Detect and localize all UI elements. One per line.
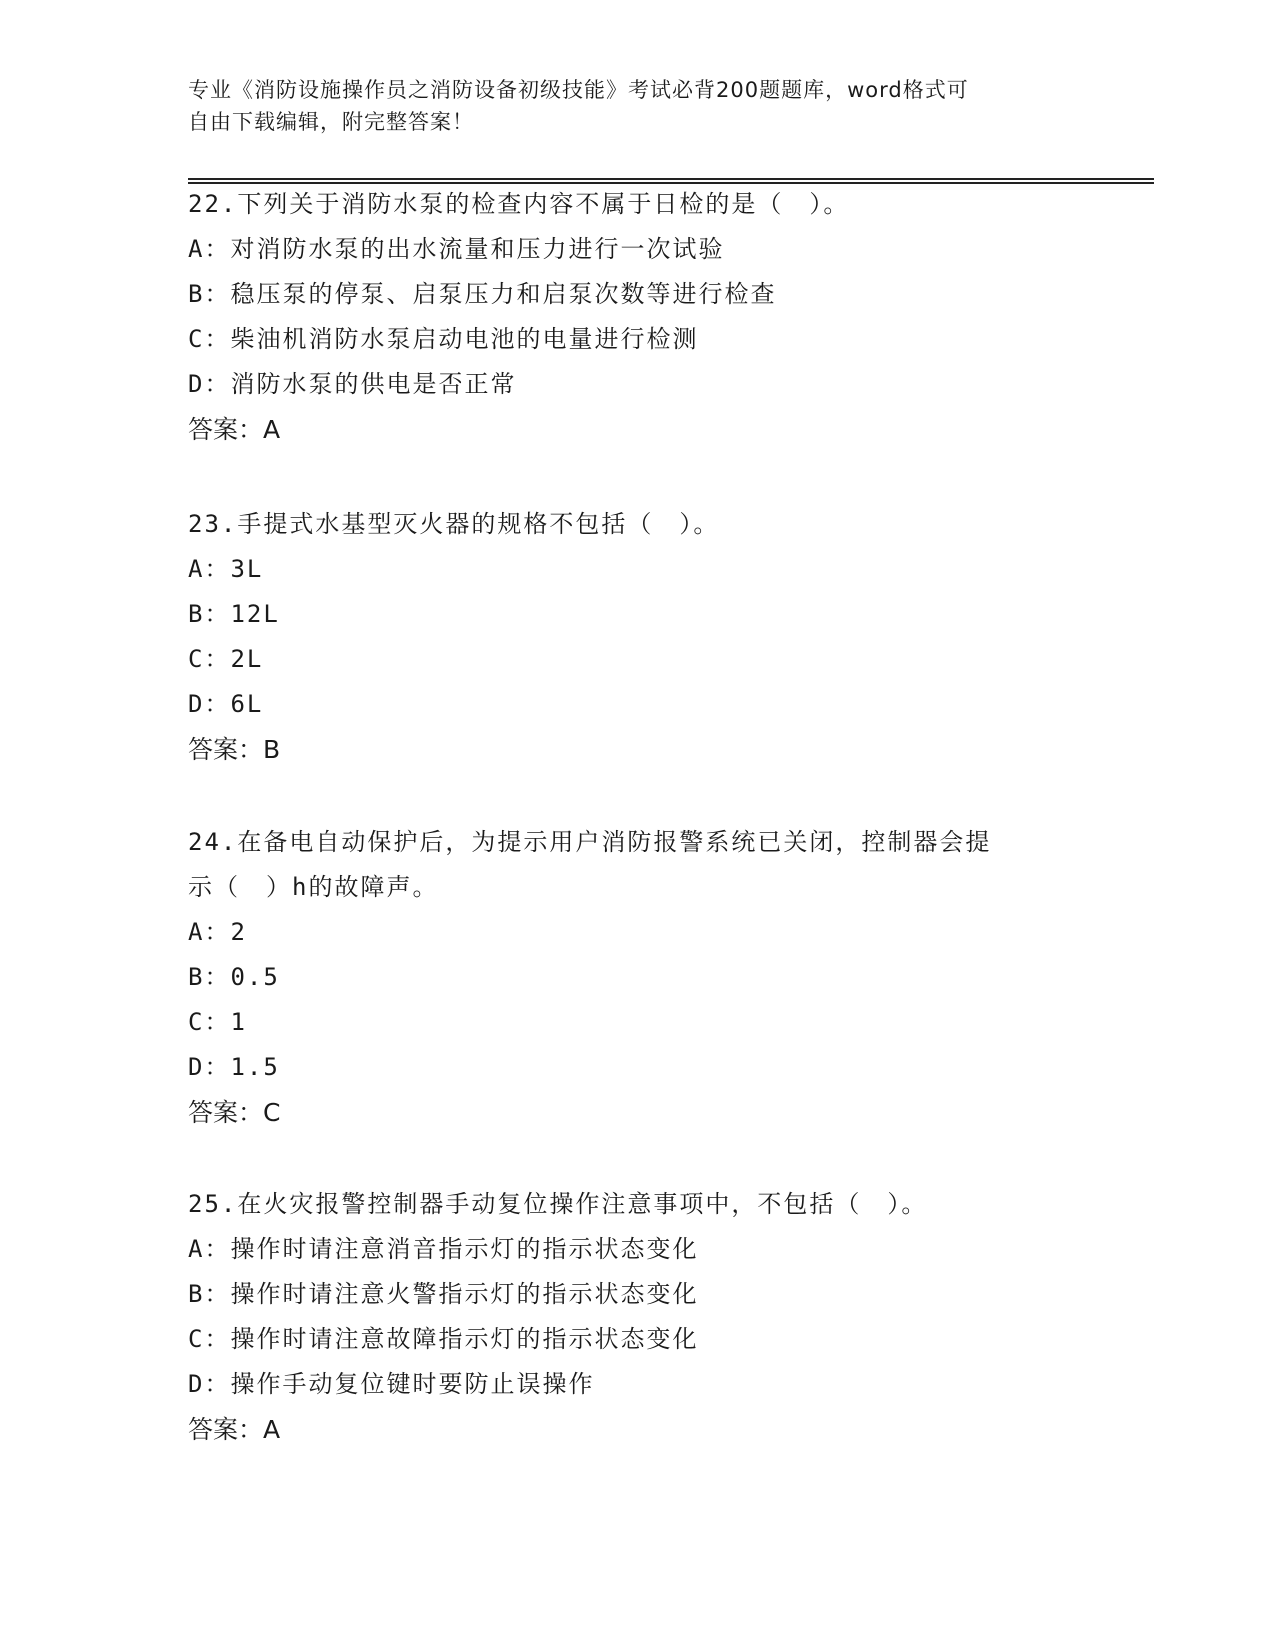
option-d: D：操作手动复位键时要防止误操作 [188, 1370, 595, 1398]
divider-line-top [188, 178, 1154, 180]
question-25 [188, 1182, 1088, 1452]
option-d: D：消防水泵的供电是否正常 [188, 370, 517, 398]
question-stem: 23.手提式水基型灭火器的规格不包括（ ）。 [188, 510, 720, 538]
option-b: B：操作时请注意火警指示灯的指示状态变化 [188, 1280, 699, 1308]
option-a: A：操作时请注意消音指示灯的指示状态变化 [188, 1235, 699, 1263]
option-a: A：3L [188, 555, 264, 583]
answer-label: 答案：A [188, 415, 281, 444]
question-24 [188, 820, 1088, 1135]
option-a: A：2 [188, 918, 247, 946]
document-header [188, 74, 1068, 138]
answer-label: 答案：A [188, 1415, 281, 1444]
question-stem: 25.在火灾报警控制器手动复位操作注意事项中，不包括（ ）。 [188, 1190, 928, 1218]
answer-label: 答案：B [188, 735, 281, 764]
header-line-1: 专业《消防设施操作员之消防设备初级技能》考试必背200题题库，word格式可 [188, 78, 969, 102]
question-22 [188, 182, 1088, 452]
option-b: B：12L [188, 600, 280, 628]
option-c: C：2L [188, 645, 264, 673]
option-c: C：柴油机消防水泵启动电池的电量进行检测 [188, 325, 699, 353]
option-d: D：6L [188, 690, 264, 718]
header-line-2: 自由下载编辑，附完整答案！ [188, 110, 474, 134]
option-d: D：1.5 [188, 1053, 280, 1081]
question-23 [188, 502, 1088, 772]
question-stem: 22.下列关于消防水泵的检查内容不属于日检的是（ ）。 [188, 190, 850, 218]
answer-label: 答案：C [188, 1098, 281, 1127]
question-stem-line-2: 示（ ）h的故障声。 [188, 873, 439, 901]
option-c: C：操作时请注意故障指示灯的指示状态变化 [188, 1325, 699, 1353]
option-b: B：稳压泵的停泵、启泵压力和启泵次数等进行检查 [188, 280, 777, 308]
question-stem-line-1: 24.在备电自动保护后，为提示用户消防报警系统已关闭，控制器会提 [188, 828, 992, 856]
option-a: A：对消防水泵的出水流量和压力进行一次试验 [188, 235, 725, 263]
option-b: B：0.5 [188, 963, 280, 991]
option-c: C：1 [188, 1008, 247, 1036]
